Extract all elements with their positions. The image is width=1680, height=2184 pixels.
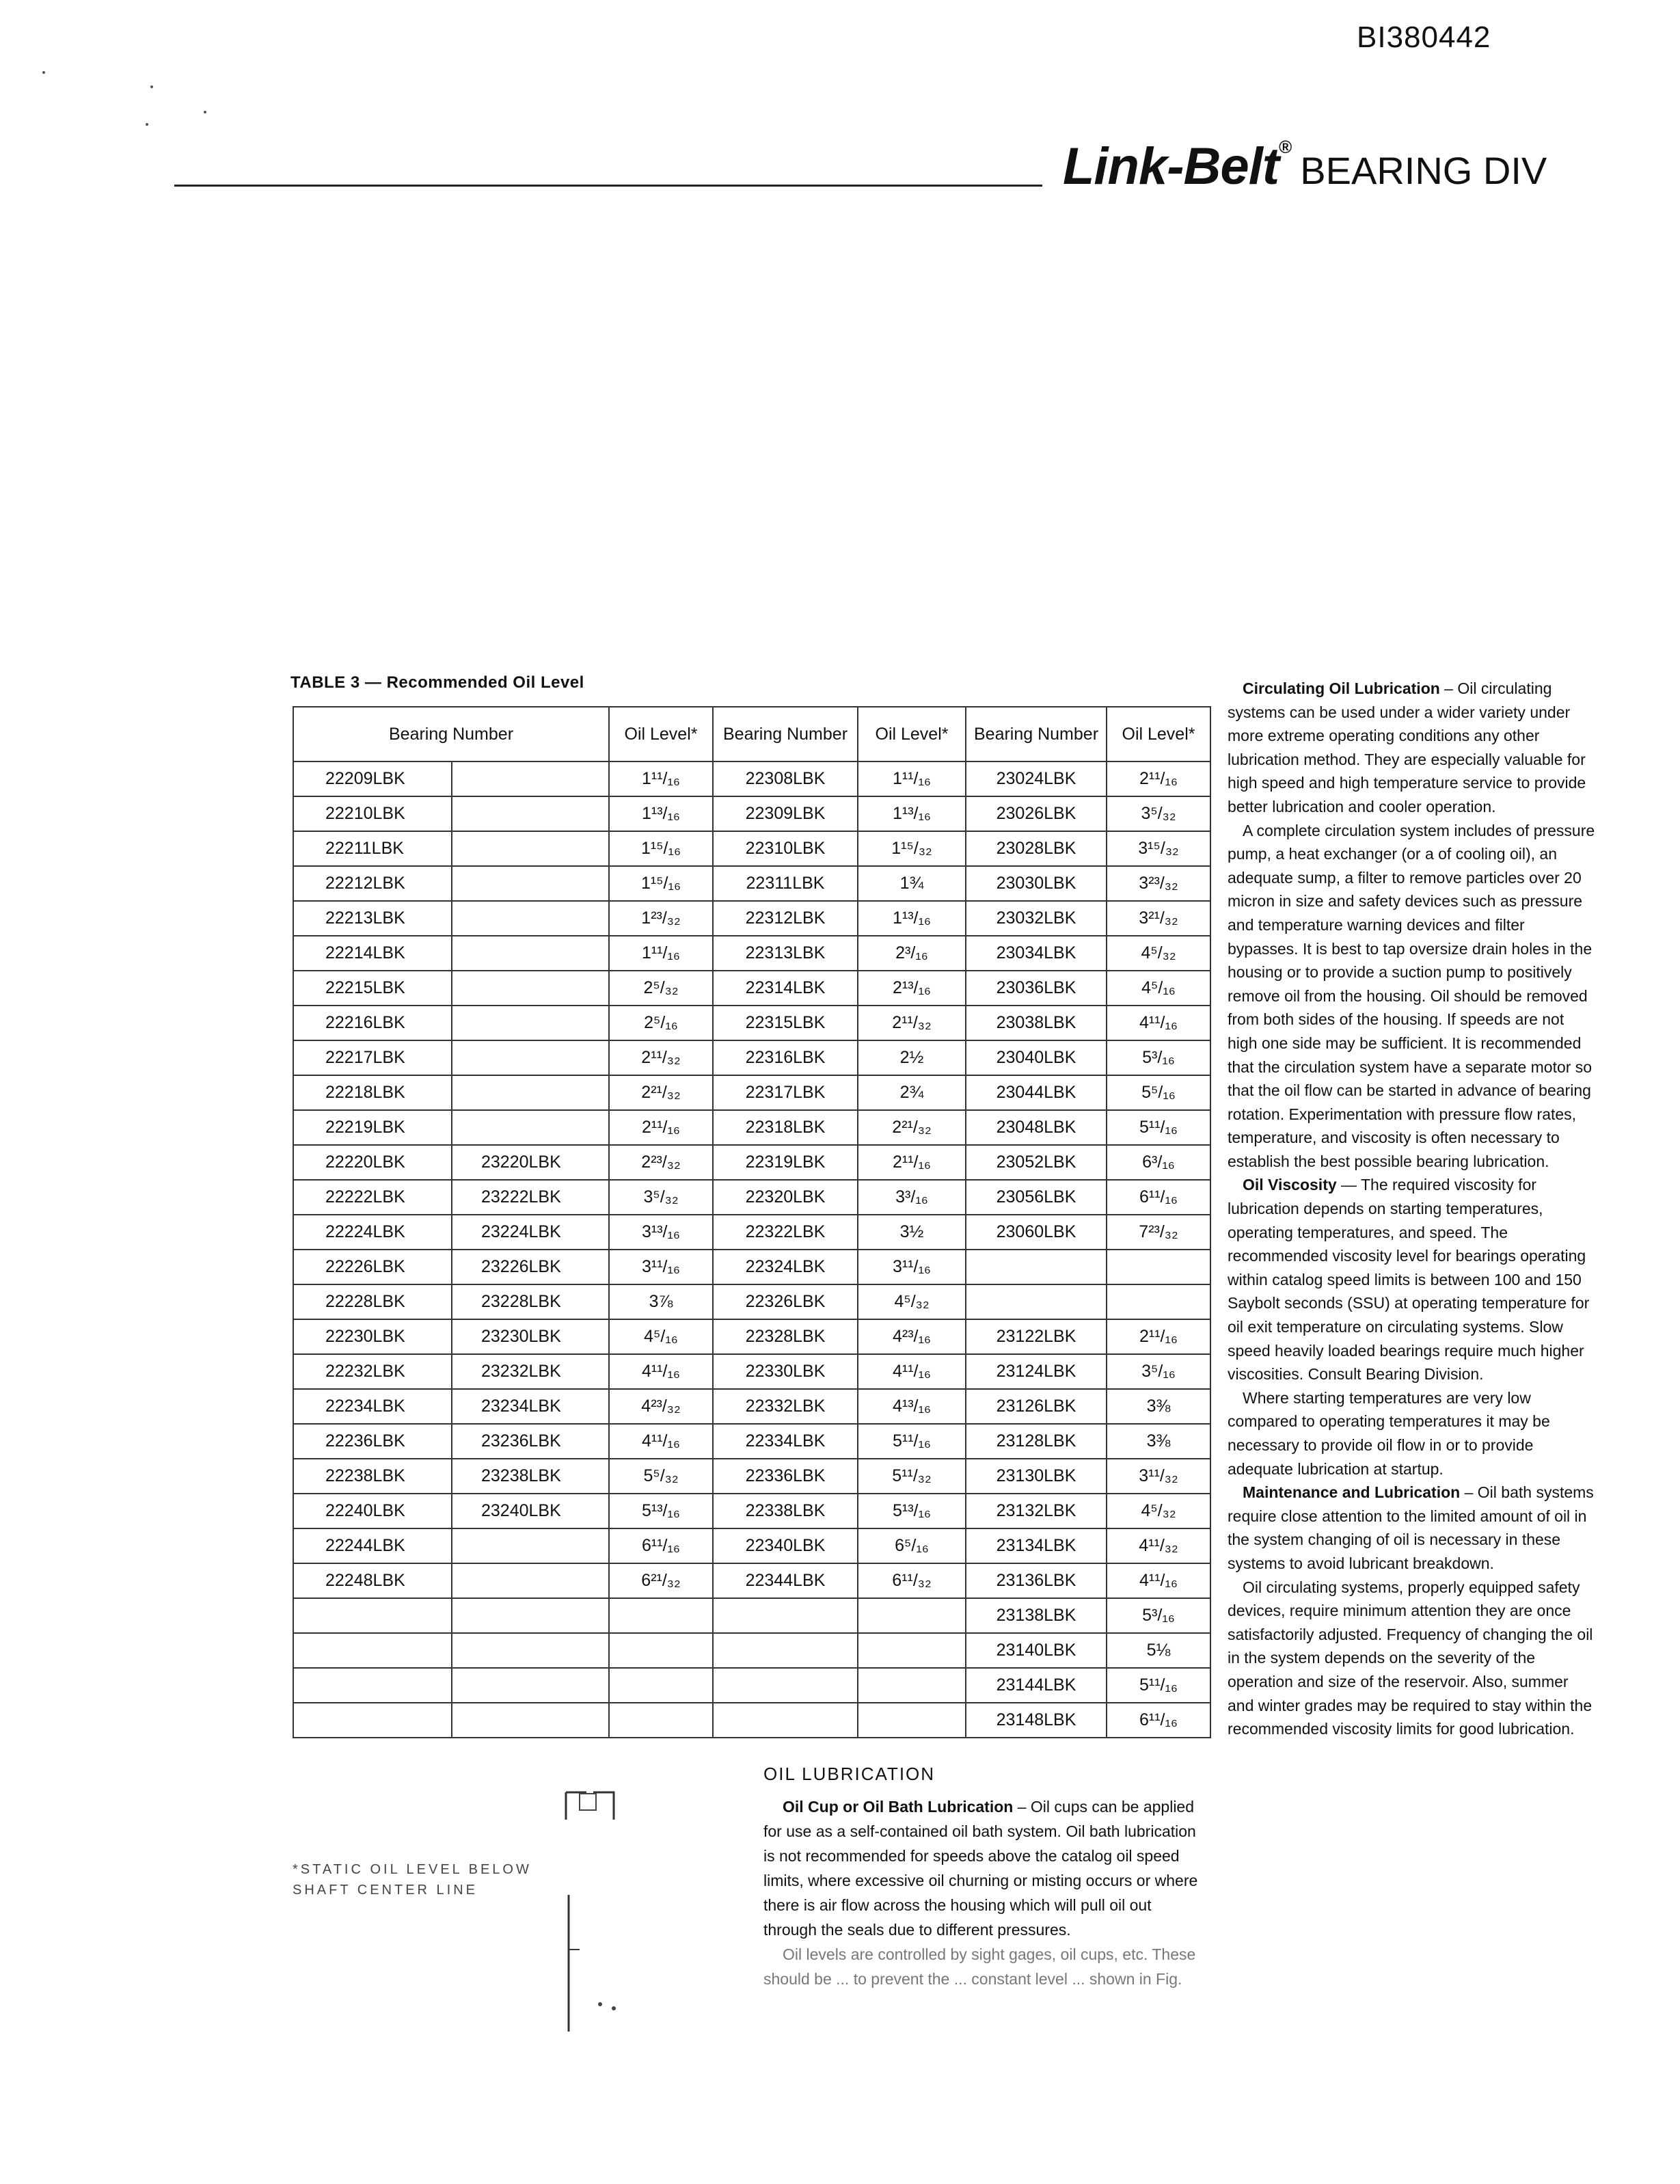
bearing-number-cell: 23130LBK bbox=[966, 1459, 1107, 1494]
table-row bbox=[293, 1145, 1210, 1180]
footnote bbox=[293, 1859, 532, 1900]
header-rule bbox=[174, 185, 1042, 187]
paragraph-text: Where starting temperatures are very low compared to operating temperatures it may be necessary to provide oil flow in or to provide adequate lubrication at startup. bbox=[1228, 1388, 1550, 1478]
bearing-number-cell: 22336LBK bbox=[713, 1459, 858, 1494]
oil-level-cell: 2¹¹/₃₂ bbox=[858, 1006, 966, 1040]
oil-level-cell: 4¹¹/₁₆ bbox=[609, 1424, 713, 1459]
bearing-number-cell: 23048LBK bbox=[966, 1110, 1107, 1145]
table-row bbox=[293, 1250, 1210, 1284]
bearing-number-cell bbox=[452, 1075, 609, 1110]
oil-level-cell bbox=[858, 1598, 966, 1633]
bearing-number-cell: 23144LBK bbox=[966, 1668, 1107, 1703]
table-row bbox=[293, 866, 1210, 901]
oil-level-cell: 2²¹/₃₂ bbox=[609, 1075, 713, 1110]
footnote-line: SHAFT CENTER LINE bbox=[293, 1883, 478, 1898]
table-row bbox=[293, 1319, 1210, 1354]
bearing-number-cell: 23236LBK bbox=[452, 1424, 609, 1459]
oil-level-cell: 6¹¹/₃₂ bbox=[858, 1563, 966, 1598]
bearing-number-cell: 23234LBK bbox=[452, 1389, 609, 1424]
bearing-number-cell bbox=[966, 1284, 1107, 1319]
bearing-number-cell: 22211LBK bbox=[293, 831, 452, 866]
bearing-number-cell: 22218LBK bbox=[293, 1075, 452, 1110]
bearing-number-cell bbox=[452, 831, 609, 866]
oil-level-cell: 1¹⁵/₁₆ bbox=[609, 831, 713, 866]
oil-level-cell: 3¹¹/₁₆ bbox=[609, 1250, 713, 1284]
table-row bbox=[293, 971, 1210, 1006]
bearing-number-cell: 22220LBK bbox=[293, 1145, 452, 1180]
oil-level-cell: 1¹⁵/₁₆ bbox=[609, 866, 713, 901]
oil-level-cell: 2¹¹/₁₆ bbox=[858, 1145, 966, 1180]
oil-level-cell: 6²¹/₃₂ bbox=[609, 1563, 713, 1598]
table-row bbox=[293, 1633, 1210, 1668]
table-row bbox=[293, 1668, 1210, 1703]
oil-level-cell: 4⁵/₃₂ bbox=[1107, 1494, 1210, 1528]
oil-level-cell: 5³/₁₆ bbox=[1107, 1598, 1210, 1633]
bearing-number-cell bbox=[452, 1633, 609, 1668]
col-header-oil-level: Oil Level* bbox=[858, 707, 966, 761]
bearing-number-cell: 22311LBK bbox=[713, 866, 858, 901]
brand-logo bbox=[1063, 137, 1547, 196]
bearing-number-cell: 22315LBK bbox=[713, 1006, 858, 1040]
bearing-number-cell: 22240LBK bbox=[293, 1494, 452, 1528]
oil-level-cell: 6⁵/₁₆ bbox=[858, 1528, 966, 1563]
bearing-number-cell: 23034LBK bbox=[966, 936, 1107, 971]
bearing-number-cell: 22212LBK bbox=[293, 866, 452, 901]
bearing-number-cell bbox=[452, 1598, 609, 1633]
bearing-number-cell: 23026LBK bbox=[966, 796, 1107, 831]
brand-name: Link-Belt bbox=[1063, 137, 1279, 196]
bearing-number-cell: 23136LBK bbox=[966, 1563, 1107, 1598]
bearing-number-cell: 23134LBK bbox=[966, 1528, 1107, 1563]
table-row bbox=[293, 1494, 1210, 1528]
oil-level-cell: 2¹¹/₁₆ bbox=[1107, 761, 1210, 796]
bearing-number-cell: 22310LBK bbox=[713, 831, 858, 866]
oil-level-cell: 3³/₁₆ bbox=[858, 1180, 966, 1215]
bearing-number-cell: 22322LBK bbox=[713, 1215, 858, 1250]
oil-level-cell: 1¾ bbox=[858, 866, 966, 901]
bearing-number-cell: 22308LBK bbox=[713, 761, 858, 796]
bearing-number-cell: 23222LBK bbox=[452, 1180, 609, 1215]
bearing-number-cell: 22230LBK bbox=[293, 1319, 452, 1354]
bearing-number-cell: 23128LBK bbox=[966, 1424, 1107, 1459]
table-title: TABLE 3 — Recommended Oil Level bbox=[290, 673, 584, 692]
paragraph bbox=[1228, 1386, 1597, 1481]
oil-level-cell: 1¹⁵/₃₂ bbox=[858, 831, 966, 866]
table-row bbox=[293, 1075, 1210, 1110]
bearing-number-cell: 22326LBK bbox=[713, 1284, 858, 1319]
oil-level-cell: 2¾ bbox=[858, 1075, 966, 1110]
oil-level-cell bbox=[609, 1598, 713, 1633]
oil-level-figure bbox=[559, 1779, 627, 2032]
col-header-bearing-number: Bearing Number bbox=[293, 707, 609, 761]
oil-level-cell: 7²³/₃₂ bbox=[1107, 1215, 1210, 1250]
oil-level-cell: 5¹¹/₁₆ bbox=[1107, 1110, 1210, 1145]
bearing-number-cell: 22222LBK bbox=[293, 1180, 452, 1215]
bearing-number-cell: 22215LBK bbox=[293, 971, 452, 1006]
col-header-oil-level: Oil Level* bbox=[609, 707, 713, 761]
oil-level-cell: 2¹¹/₃₂ bbox=[609, 1040, 713, 1075]
bearing-number-cell: 22224LBK bbox=[293, 1215, 452, 1250]
bearing-number-cell: 22248LBK bbox=[293, 1563, 452, 1598]
oil-level-cell: 4¹¹/₁₆ bbox=[1107, 1006, 1210, 1040]
oil-level-cell: 4⁵/₁₆ bbox=[1107, 971, 1210, 1006]
table-body bbox=[293, 761, 1210, 1738]
bearing-number-cell: 23038LBK bbox=[966, 1006, 1107, 1040]
oil-level-cell: 5¹³/₁₆ bbox=[609, 1494, 713, 1528]
bearing-number-cell: 23138LBK bbox=[966, 1598, 1107, 1633]
oil-level-cell bbox=[1107, 1250, 1210, 1284]
bearing-number-cell: 22344LBK bbox=[713, 1563, 858, 1598]
oil-level-cell: 4¹¹/₁₆ bbox=[609, 1354, 713, 1389]
bearing-number-cell bbox=[713, 1598, 858, 1633]
oil-level-cell: 5¹¹/₃₂ bbox=[858, 1459, 966, 1494]
bearing-number-cell: 23224LBK bbox=[452, 1215, 609, 1250]
table-row bbox=[293, 901, 1210, 936]
oil-level-cell: 4⁵/₁₆ bbox=[609, 1319, 713, 1354]
bearing-number-cell: 22318LBK bbox=[713, 1110, 858, 1145]
paragraph bbox=[763, 1942, 1201, 1991]
bearing-number-cell: 22334LBK bbox=[713, 1424, 858, 1459]
oil-level-cell: 4¹³/₁₆ bbox=[858, 1389, 966, 1424]
bearing-number-cell: 22213LBK bbox=[293, 901, 452, 936]
oil-level-cell bbox=[609, 1668, 713, 1703]
bearing-number-cell: 23060LBK bbox=[966, 1215, 1107, 1250]
bearing-number-cell bbox=[452, 901, 609, 936]
col-header-bearing-number: Bearing Number bbox=[713, 707, 858, 761]
oil-level-cell: 5¹¹/₁₆ bbox=[1107, 1668, 1210, 1703]
bearing-number-cell: 23148LBK bbox=[966, 1703, 1107, 1738]
paragraph bbox=[1228, 677, 1597, 819]
bearing-number-cell: 23124LBK bbox=[966, 1354, 1107, 1389]
oil-level-cell bbox=[858, 1633, 966, 1668]
bearing-number-cell: 22314LBK bbox=[713, 971, 858, 1006]
col-header-oil-level: Oil Level* bbox=[1107, 707, 1210, 761]
bearing-number-cell: 22340LBK bbox=[713, 1528, 858, 1563]
oil-level-cell: 2½ bbox=[858, 1040, 966, 1075]
oil-level-cell: 3¹⁵/₃₂ bbox=[1107, 831, 1210, 866]
oil-level-cell: 3⁵/₁₆ bbox=[1107, 1354, 1210, 1389]
oil-level-cell: 3⁵/₃₂ bbox=[609, 1180, 713, 1215]
oil-level-cell: 3⅞ bbox=[609, 1284, 713, 1319]
oil-level-cell: 5¹³/₁₆ bbox=[858, 1494, 966, 1528]
bearing-number-cell: 23238LBK bbox=[452, 1459, 609, 1494]
bearing-number-cell: 23052LBK bbox=[966, 1145, 1107, 1180]
bearing-number-cell bbox=[452, 1040, 609, 1075]
bearing-number-cell bbox=[452, 1563, 609, 1598]
oil-level-cell bbox=[609, 1633, 713, 1668]
paragraph-text: Oil levels are controlled by sight gages, oil cups, etc. These should be ... to prevent the ... constant level ... shown in Fig. bbox=[763, 1945, 1196, 1988]
bearing-number-cell: 22338LBK bbox=[713, 1494, 858, 1528]
oil-level-cell bbox=[1107, 1284, 1210, 1319]
scan-speck bbox=[146, 123, 148, 126]
oil-level-cell: 4⁵/₃₂ bbox=[858, 1284, 966, 1319]
oil-level-cell: 3⅜ bbox=[1107, 1424, 1210, 1459]
table-row bbox=[293, 761, 1210, 796]
oil-level-cell: 2⁵/₁₆ bbox=[609, 1006, 713, 1040]
bearing-number-cell: 22244LBK bbox=[293, 1528, 452, 1563]
bearing-number-cell: 22228LBK bbox=[293, 1284, 452, 1319]
table-row bbox=[293, 1006, 1210, 1040]
paragraph bbox=[1228, 1576, 1597, 1741]
bearing-number-cell: 23226LBK bbox=[452, 1250, 609, 1284]
run-in-heading: Maintenance and Lubrication bbox=[1243, 1483, 1461, 1502]
oil-level-cell: 5⅛ bbox=[1107, 1633, 1210, 1668]
oil-level-cell: 4²³/₁₆ bbox=[858, 1319, 966, 1354]
table-row bbox=[293, 1389, 1210, 1424]
bearing-number-cell bbox=[713, 1703, 858, 1738]
document-id: BI380442 bbox=[1357, 21, 1491, 54]
paragraph-text: – Oil cups can be applied for use as a self-contained oil bath system. Oil bath lubrication is not recommended for speeds above the catalog oil speed limits, where excessive oil churning or misting occurs or where there is air flow across the housing which will pull oil out through the seals due to different pressures. bbox=[763, 1798, 1198, 1939]
oil-level-cell: 1¹³/₁₆ bbox=[858, 796, 966, 831]
bearing-number-cell: 22216LBK bbox=[293, 1006, 452, 1040]
paragraph-text: – Oil circulating systems can be used under a wider variety under more extreme operating conditions any other lubrication method. They are especially valuable for high speed and high temperature service to provide better lubrication and cooler operation. bbox=[1228, 679, 1586, 815]
right-column bbox=[1228, 677, 1597, 1741]
bearing-number-cell: 22330LBK bbox=[713, 1354, 858, 1389]
bearing-number-cell bbox=[452, 1668, 609, 1703]
bearing-number-cell bbox=[293, 1633, 452, 1668]
table-row bbox=[293, 1110, 1210, 1145]
oil-level-cell: 3¹¹/₃₂ bbox=[1107, 1459, 1210, 1494]
bearing-number-cell bbox=[452, 1528, 609, 1563]
bearing-number-cell: 22317LBK bbox=[713, 1075, 858, 1110]
bearing-number-cell: 23024LBK bbox=[966, 761, 1107, 796]
table-row bbox=[293, 1703, 1210, 1738]
oil-level-cell: 2¹¹/₁₆ bbox=[609, 1110, 713, 1145]
col-header-bearing-number: Bearing Number bbox=[966, 707, 1107, 761]
oil-level-cell: 3¹³/₁₆ bbox=[609, 1215, 713, 1250]
bearing-number-cell: 22226LBK bbox=[293, 1250, 452, 1284]
paragraph-text: A complete circulation system includes of pressure pump, a heat exchanger (or a of cooling oil), an adequate sump, a filter to remove particles over 20 micron in size and safety devices such as pressure and temperature warning devices and filter bypasses. It is best to tap oversize drain holes in the housing or to provide a suction pump to positively remove oil from the housing. Oil should be removed from both sides of the housing. If speeds are not high one side may be sufficient. It is recommended that the circulation system have a separate motor so that the oil flow can be started in advance of bearing rotation. Experimentation with pressure flow rates, temperature, and viscosity is often necessary to establish the best possible bearing lubrication. bbox=[1228, 821, 1595, 1170]
scan-speck bbox=[42, 71, 45, 74]
oil-level-cell: 3½ bbox=[858, 1215, 966, 1250]
oil-level-cell: 3²¹/₃₂ bbox=[1107, 901, 1210, 936]
oil-level-cell: 1¹¹/₁₆ bbox=[858, 761, 966, 796]
bearing-number-cell: 22313LBK bbox=[713, 936, 858, 971]
table-row bbox=[293, 831, 1210, 866]
oil-level-cell: 2²³/₃₂ bbox=[609, 1145, 713, 1180]
bearing-number-cell: 23140LBK bbox=[966, 1633, 1107, 1668]
run-in-heading: Oil Cup or Oil Bath Lubrication bbox=[783, 1798, 1014, 1816]
oil-level-table bbox=[293, 706, 1211, 1738]
table-row bbox=[293, 796, 1210, 831]
table-row bbox=[293, 1563, 1210, 1598]
bearing-number-cell bbox=[452, 1110, 609, 1145]
table-row bbox=[293, 1040, 1210, 1075]
bearing-number-cell: 22210LBK bbox=[293, 796, 452, 831]
paragraph-text: – Oil bath systems require close attention to the limited amount of oil in the system changing of oil is necessary in these systems to avoid lubricant breakdown. bbox=[1228, 1483, 1594, 1572]
oil-level-cell: 2⁵/₃₂ bbox=[609, 971, 713, 1006]
oil-level-cell: 6³/₁₆ bbox=[1107, 1145, 1210, 1180]
registered-mark: ® bbox=[1279, 137, 1292, 157]
oil-level-cell: 6¹¹/₁₆ bbox=[1107, 1180, 1210, 1215]
bearing-number-cell: 22238LBK bbox=[293, 1459, 452, 1494]
oil-level-cell: 6¹¹/₁₆ bbox=[1107, 1703, 1210, 1738]
bearing-number-cell bbox=[452, 761, 609, 796]
run-in-heading: Oil Viscosity bbox=[1243, 1176, 1337, 1194]
table-row bbox=[293, 1354, 1210, 1389]
bearing-number-cell: 23126LBK bbox=[966, 1389, 1107, 1424]
bearing-number-cell bbox=[452, 796, 609, 831]
oil-level-cell: 2¹³/₁₆ bbox=[858, 971, 966, 1006]
bearing-number-cell: 22316LBK bbox=[713, 1040, 858, 1075]
bearing-number-cell: 22232LBK bbox=[293, 1354, 452, 1389]
oil-level-cell: 4²³/₃₂ bbox=[609, 1389, 713, 1424]
oil-level-cell: 1¹¹/₁₆ bbox=[609, 761, 713, 796]
oil-level-cell: 6¹¹/₁₆ bbox=[609, 1528, 713, 1563]
oil-level-cell: 3⅜ bbox=[1107, 1389, 1210, 1424]
table-row bbox=[293, 1215, 1210, 1250]
oil-level-cell: 4¹¹/₃₂ bbox=[1107, 1528, 1210, 1563]
oil-level-cell: 4¹¹/₁₆ bbox=[1107, 1563, 1210, 1598]
bearing-number-cell bbox=[713, 1633, 858, 1668]
paragraph bbox=[763, 1794, 1201, 1942]
oil-lubrication-heading: OIL LUBRICATION bbox=[763, 1764, 936, 1784]
bearing-number-cell: 23028LBK bbox=[966, 831, 1107, 866]
oil-level-cell: 3⁵/₃₂ bbox=[1107, 796, 1210, 831]
bearing-number-cell bbox=[452, 971, 609, 1006]
bearing-number-cell: 22309LBK bbox=[713, 796, 858, 831]
oil-level-cell: 1¹³/₁₆ bbox=[609, 796, 713, 831]
oil-level-cell: 1¹³/₁₆ bbox=[858, 901, 966, 936]
table-row bbox=[293, 1598, 1210, 1633]
bearing-number-cell: 22312LBK bbox=[713, 901, 858, 936]
bearing-number-cell: 22328LBK bbox=[713, 1319, 858, 1354]
bearing-number-cell: 23040LBK bbox=[966, 1040, 1107, 1075]
oil-level-cell: 4⁵/₃₂ bbox=[1107, 936, 1210, 971]
oil-level-cell: 2³/₁₆ bbox=[858, 936, 966, 971]
bearing-number-cell: 23240LBK bbox=[452, 1494, 609, 1528]
bearing-number-cell: 23228LBK bbox=[452, 1284, 609, 1319]
table-row bbox=[293, 1180, 1210, 1215]
bearing-number-cell: 22319LBK bbox=[713, 1145, 858, 1180]
bearing-number-cell: 22234LBK bbox=[293, 1389, 452, 1424]
bearing-number-cell: 23036LBK bbox=[966, 971, 1107, 1006]
bearing-number-cell bbox=[293, 1668, 452, 1703]
bearing-number-cell bbox=[452, 1703, 609, 1738]
bearing-number-cell: 23122LBK bbox=[966, 1319, 1107, 1354]
oil-level-cell: 4¹¹/₁₆ bbox=[858, 1354, 966, 1389]
oil-level-cell: 1¹¹/₁₆ bbox=[609, 936, 713, 971]
paragraph-text: Oil circulating systems, properly equipped safety devices, require minimum attention they are once satisfactorily adjusted. Frequency of changing the oil in the system depends on the severity of the operation and size of the reservoir. Also, summer and winter grades may be required to stay within the recommended viscosity limits for good lubrication. bbox=[1228, 1578, 1593, 1738]
oil-level-cell bbox=[858, 1668, 966, 1703]
oil-lubrication-body bbox=[763, 1794, 1201, 1991]
oil-level-cell: 5⁵/₃₂ bbox=[609, 1459, 713, 1494]
table-row bbox=[293, 1459, 1210, 1494]
oil-level-cell bbox=[858, 1703, 966, 1738]
scan-speck bbox=[150, 85, 153, 88]
bearing-number-cell: 22332LBK bbox=[713, 1389, 858, 1424]
run-in-heading: Circulating Oil Lubrication bbox=[1243, 679, 1440, 697]
bearing-number-cell: 22324LBK bbox=[713, 1250, 858, 1284]
table-row bbox=[293, 1424, 1210, 1459]
bearing-number-cell: 23232LBK bbox=[452, 1354, 609, 1389]
bearing-number-cell bbox=[452, 936, 609, 971]
bearing-number-cell bbox=[293, 1703, 452, 1738]
oil-level-cell: 5³/₁₆ bbox=[1107, 1040, 1210, 1075]
bearing-number-cell bbox=[452, 1006, 609, 1040]
paragraph bbox=[1228, 819, 1597, 1174]
paragraph bbox=[1228, 1481, 1597, 1575]
scan-speck bbox=[204, 111, 206, 113]
bearing-number-cell: 22217LBK bbox=[293, 1040, 452, 1075]
bearing-number-cell: 23220LBK bbox=[452, 1145, 609, 1180]
bearing-number-cell: 22209LBK bbox=[293, 761, 452, 796]
bearing-number-cell: 23132LBK bbox=[966, 1494, 1107, 1528]
bearing-number-cell: 22320LBK bbox=[713, 1180, 858, 1215]
oil-level-cell: 3²³/₃₂ bbox=[1107, 866, 1210, 901]
bearing-number-cell bbox=[966, 1250, 1107, 1284]
oil-level-cell: 5¹¹/₁₆ bbox=[858, 1424, 966, 1459]
oil-level-cell: 2¹¹/₁₆ bbox=[1107, 1319, 1210, 1354]
table-row bbox=[293, 1528, 1210, 1563]
bearing-number-cell: 22219LBK bbox=[293, 1110, 452, 1145]
oil-level-cell: 1²³/₃₂ bbox=[609, 901, 713, 936]
bearing-number-cell: 23044LBK bbox=[966, 1075, 1107, 1110]
bearing-number-cell: 23032LBK bbox=[966, 901, 1107, 936]
division-name: BEARING DIV bbox=[1300, 149, 1547, 192]
bearing-number-cell bbox=[713, 1668, 858, 1703]
bearing-number-cell: 23030LBK bbox=[966, 866, 1107, 901]
bearing-number-cell: 23056LBK bbox=[966, 1180, 1107, 1215]
oil-level-cell: 5⁵/₁₆ bbox=[1107, 1075, 1210, 1110]
bearing-number-cell: 23230LBK bbox=[452, 1319, 609, 1354]
oil-level-cell: 2²¹/₃₂ bbox=[858, 1110, 966, 1145]
footnote-line: *STATIC OIL LEVEL BELOW bbox=[293, 1862, 532, 1877]
oil-level-cell bbox=[609, 1703, 713, 1738]
bearing-number-cell bbox=[452, 866, 609, 901]
bearing-number-cell: 22236LBK bbox=[293, 1424, 452, 1459]
table-row bbox=[293, 1284, 1210, 1319]
oil-level-cell: 3¹¹/₁₆ bbox=[858, 1250, 966, 1284]
paragraph bbox=[1228, 1173, 1597, 1386]
bearing-number-cell bbox=[293, 1598, 452, 1633]
bearing-number-cell: 22214LBK bbox=[293, 936, 452, 971]
table-header-row bbox=[293, 707, 1210, 761]
table-row bbox=[293, 936, 1210, 971]
paragraph-text: — The required viscosity for lubrication depends on starting temperatures, operating temperatures, and speed. The recommended viscosity level for bearings operating within catalog speed limits is between 100 and 150 Saybolt seconds (SSU) at operating temperature for oil exit temperature on circulating systems. Slow speed heavily loaded bearings require much higher viscosities. Consult Bearing Division. bbox=[1228, 1176, 1590, 1384]
